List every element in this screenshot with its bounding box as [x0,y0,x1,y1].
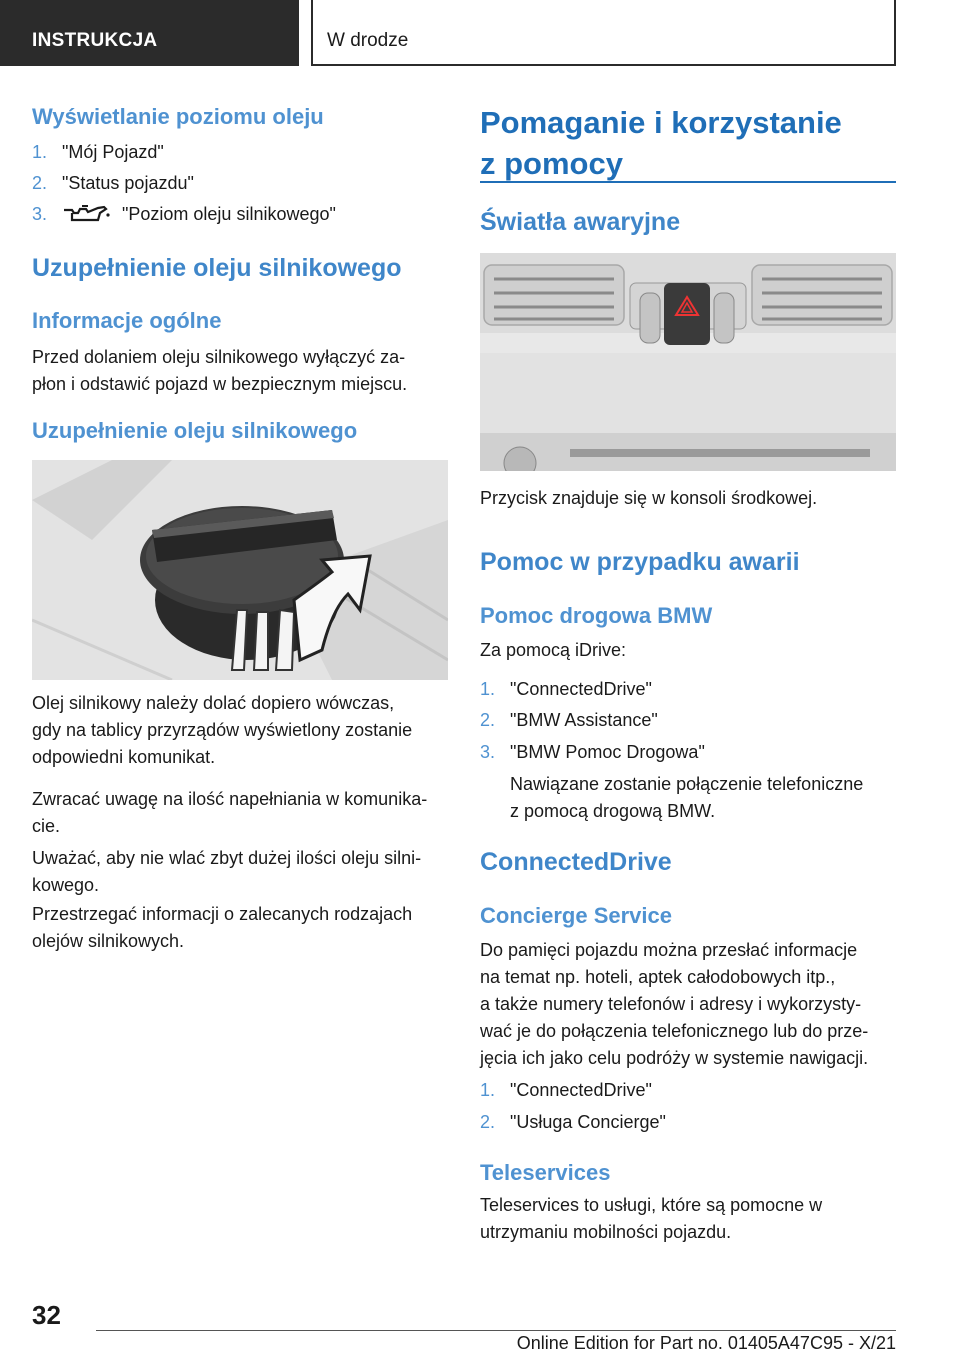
teleservices-text [480,1192,822,1246]
para-4-line-1: Przestrzegać informacji o zalecanych rodzajach [32,904,413,924]
concierge-step-1-text: "ConnectedDrive" [510,1080,652,1100]
roadside-note [510,771,863,825]
concierge-line-1: Do pamięci pojazdu można przesłać informacje [480,940,858,960]
roadside-step-3-num: 3. [480,742,496,762]
chapter-tab [311,0,896,66]
heading-rule [480,181,896,183]
para-2-line-2: cie. [32,816,61,836]
topup-subheading: Uzupełnienie oleju silnikowego [32,418,358,443]
concierge-step-2-num: 2. [480,1112,496,1132]
oil-can-icon [62,203,112,231]
oil-step-3-num: 3. [32,204,48,224]
concierge-heading: Concierge Service [480,903,672,928]
oil-step-2-text: "Status pojazdu" [62,173,194,193]
para-1-line-2: gdy na tablicy przyrządów wyświetlony zostanie [32,720,413,740]
para-1-line-3: odpowiedni komunikat. [32,747,216,767]
roadside-step-2-num: 2. [480,710,496,730]
concierge-step-1-num: 1. [480,1080,496,1100]
hazard-heading: Światła awaryjne [480,208,681,236]
breakdown-heading: Pomoc w przypadku awarii [480,548,800,576]
general-info-text [32,344,407,398]
section-tab [0,0,299,66]
concierge-line-2: na temat np. hoteli, aptek całodobowych itp., [480,967,836,987]
oil-step-3-text: "Poziom oleju silnikowego" [122,204,336,224]
para-3-line-2: kowego. [32,875,100,895]
hazard-console-illustration [480,253,896,471]
chapter-label: W drodze [327,30,409,51]
roadside-step-3-text: "BMW Pomoc Drogowa" [510,742,705,762]
general-line-1: Przed dolaniem oleju silnikowego wyłączyć za‐ [32,347,406,367]
para-4 [32,901,412,955]
para-3 [32,845,421,899]
oil-step-1-text: "Mój Pojazd" [62,142,164,162]
footer-rule [96,1330,896,1331]
para-2-line-1: Zwracać uwagę na ilość napełniania w komunika‐ [32,789,428,809]
roadside-note-line-2: z pomocą drogową BMW. [510,801,716,821]
teleservices-line-1: Teleservices to usługi, które są pomocne w [480,1195,823,1215]
roadside-note-line-1: Nawiązane zostanie połączenie telefoniczne [510,774,864,794]
main-heading-line-2: z pomocy [480,146,623,181]
roadside-step-1-num: 1. [480,679,496,699]
topup-heading: Uzupełnienie oleju silnikowego [32,254,402,282]
oil-step-2-num: 2. [32,173,48,193]
para-3-line-1: Uważać, aby nie wlać zbyt dużej ilości oleju silni‐ [32,848,422,868]
main-heading [480,102,842,184]
general-line-2: płon i odstawić pojazd w bezpiecznym miejscu. [32,374,408,394]
hazard-caption: Przycisk znajduje się w konsoli środkowej. [480,488,818,508]
roadside-step-1-text: "ConnectedDrive" [510,679,652,699]
general-info-heading: Informacje ogólne [32,308,222,333]
main-heading-line-1: Pomaganie i korzystanie [480,105,842,140]
page-number: 32 [32,1300,61,1330]
para-1-line-1: Olej silnikowy należy dolać dopiero wówczas, [32,693,395,713]
edition-text: Online Edition for Part no. 01405A47C95 - X/21 [516,1333,896,1353]
concierge-line-3: a także numery telefonów i adresy i wykorzysty‐ [480,994,862,1014]
roadside-step-2-text: "BMW Assistance" [510,710,658,730]
para-1 [32,690,412,771]
oil-step-1-num: 1. [32,142,48,162]
oil-level-heading: Wyświetlanie poziomu oleju [32,104,324,129]
para-2 [32,786,427,840]
concierge-text [480,937,868,1072]
connected-heading: ConnectedDrive [480,848,672,876]
concierge-line-5: jęcia ich jako celu podróży w systemie nawigacji. [480,1048,869,1068]
concierge-line-4: wać je do połączenia telefonicznego lub do prze‐ [480,1021,869,1041]
roadside-heading: Pomoc drogowa BMW [480,603,713,628]
para-4-line-2: olejów silnikowych. [32,931,185,951]
teleservices-line-2: utrzymaniu mobilności pojazdu. [480,1222,732,1242]
oil-cap-illustration [32,460,448,680]
teleservices-heading: Teleservices [480,1160,611,1185]
section-label: INSTRUKCJA [32,30,158,51]
roadside-intro: Za pomocą iDrive: [480,640,627,660]
concierge-step-2-text: "Usługa Concierge" [510,1112,666,1132]
